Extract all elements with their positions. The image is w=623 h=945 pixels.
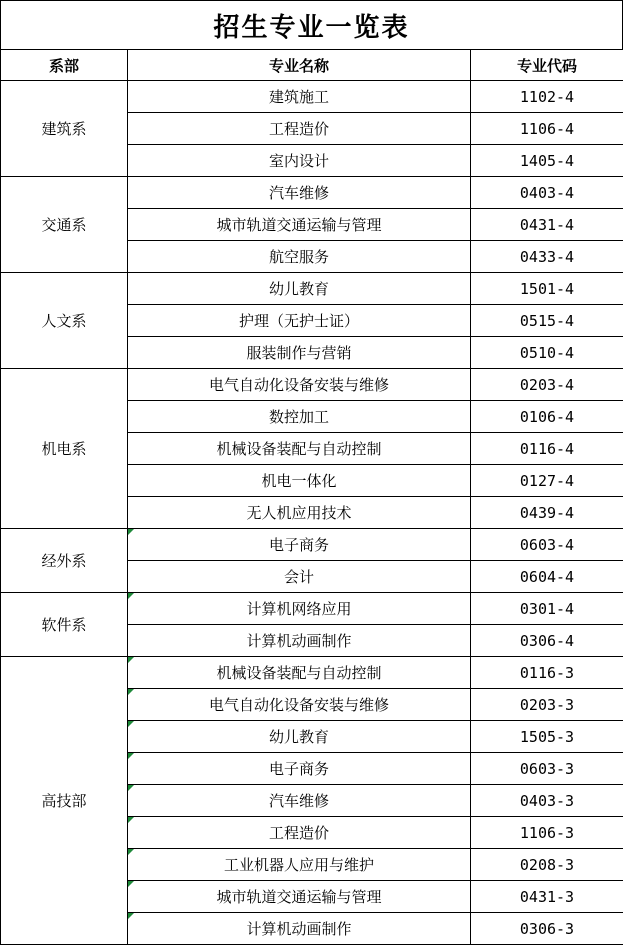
dept-cell: 交通系 — [1, 177, 128, 273]
major-name-cell: 数控加工 — [128, 401, 471, 433]
dept-cell: 建筑系 — [1, 81, 128, 177]
major-code-cell: 0116-3 — [471, 657, 623, 689]
major-code-cell: 0403-4 — [471, 177, 623, 209]
major-name-cell: 电子商务 — [128, 529, 471, 561]
major-code-cell: 0431-4 — [471, 209, 623, 241]
major-name-cell: 计算机动画制作 — [128, 625, 471, 657]
header-dept: 系部 — [1, 50, 128, 81]
dept-cell: 高技部 — [1, 657, 128, 945]
major-name-cell: 会计 — [128, 561, 471, 593]
major-code-cell: 0604-4 — [471, 561, 623, 593]
major-code-cell: 0306-4 — [471, 625, 623, 657]
major-name-cell: 电子商务 — [128, 753, 471, 785]
major-code-cell: 0127-4 — [471, 465, 623, 497]
major-name-cell: 服装制作与营销 — [128, 337, 471, 369]
table-row — [1, 593, 623, 625]
major-code-cell: 0116-4 — [471, 433, 623, 465]
table-row — [1, 177, 623, 209]
page-title: 招生专业一览表 — [0, 0, 623, 49]
major-code-cell: 0603-4 — [471, 529, 623, 561]
major-name-cell: 室内设计 — [128, 145, 471, 177]
major-code-cell: 0106-4 — [471, 401, 623, 433]
dept-cell: 机电系 — [1, 369, 128, 529]
header-row — [1, 50, 623, 81]
major-name-cell: 幼儿教育 — [128, 721, 471, 753]
header-major: 专业名称 — [128, 50, 471, 81]
major-name-cell: 电气自动化设备安装与维修 — [128, 689, 471, 721]
major-name-cell: 护理（无护士证） — [128, 305, 471, 337]
major-name-cell: 幼儿教育 — [128, 273, 471, 305]
header-code: 专业代码 — [471, 50, 623, 81]
major-name-cell: 计算机动画制作 — [128, 913, 471, 945]
major-code-cell: 1501-4 — [471, 273, 623, 305]
major-name-cell: 计算机网络应用 — [128, 593, 471, 625]
table-row — [1, 369, 623, 401]
major-name-cell: 汽车维修 — [128, 785, 471, 817]
major-code-cell: 0208-3 — [471, 849, 623, 881]
major-name-cell: 工程造价 — [128, 817, 471, 849]
major-code-cell: 0510-4 — [471, 337, 623, 369]
major-name-cell: 汽车维修 — [128, 177, 471, 209]
major-code-cell: 0301-4 — [471, 593, 623, 625]
major-name-cell: 电气自动化设备安装与维修 — [128, 369, 471, 401]
table-row — [1, 529, 623, 561]
table-row — [1, 81, 623, 113]
major-code-cell: 0515-4 — [471, 305, 623, 337]
major-name-cell: 城市轨道交通运输与管理 — [128, 209, 471, 241]
major-code-cell: 1102-4 — [471, 81, 623, 113]
major-name-cell: 工程造价 — [128, 113, 471, 145]
major-name-cell: 航空服务 — [128, 241, 471, 273]
major-code-cell: 1106-4 — [471, 113, 623, 145]
major-name-cell: 建筑施工 — [128, 81, 471, 113]
major-code-cell: 0431-3 — [471, 881, 623, 913]
major-code-cell: 0603-3 — [471, 753, 623, 785]
table-body — [1, 81, 623, 945]
major-name-cell: 机电一体化 — [128, 465, 471, 497]
major-code-cell: 1405-4 — [471, 145, 623, 177]
major-code-cell: 1106-3 — [471, 817, 623, 849]
dept-cell: 软件系 — [1, 593, 128, 657]
table-row — [1, 273, 623, 305]
major-code-cell: 1505-3 — [471, 721, 623, 753]
major-table — [0, 49, 623, 945]
major-code-cell: 0203-3 — [471, 689, 623, 721]
major-code-cell: 0403-3 — [471, 785, 623, 817]
major-code-cell: 0306-3 — [471, 913, 623, 945]
major-name-cell: 工业机器人应用与维护 — [128, 849, 471, 881]
table-row — [1, 657, 623, 689]
major-code-cell: 0203-4 — [471, 369, 623, 401]
major-code-cell: 0439-4 — [471, 497, 623, 529]
major-name-cell: 机械设备装配与自动控制 — [128, 433, 471, 465]
dept-cell: 人文系 — [1, 273, 128, 369]
dept-cell: 经外系 — [1, 529, 128, 593]
major-code-cell: 0433-4 — [471, 241, 623, 273]
major-name-cell: 机械设备装配与自动控制 — [128, 657, 471, 689]
major-name-cell: 城市轨道交通运输与管理 — [128, 881, 471, 913]
major-name-cell: 无人机应用技术 — [128, 497, 471, 529]
